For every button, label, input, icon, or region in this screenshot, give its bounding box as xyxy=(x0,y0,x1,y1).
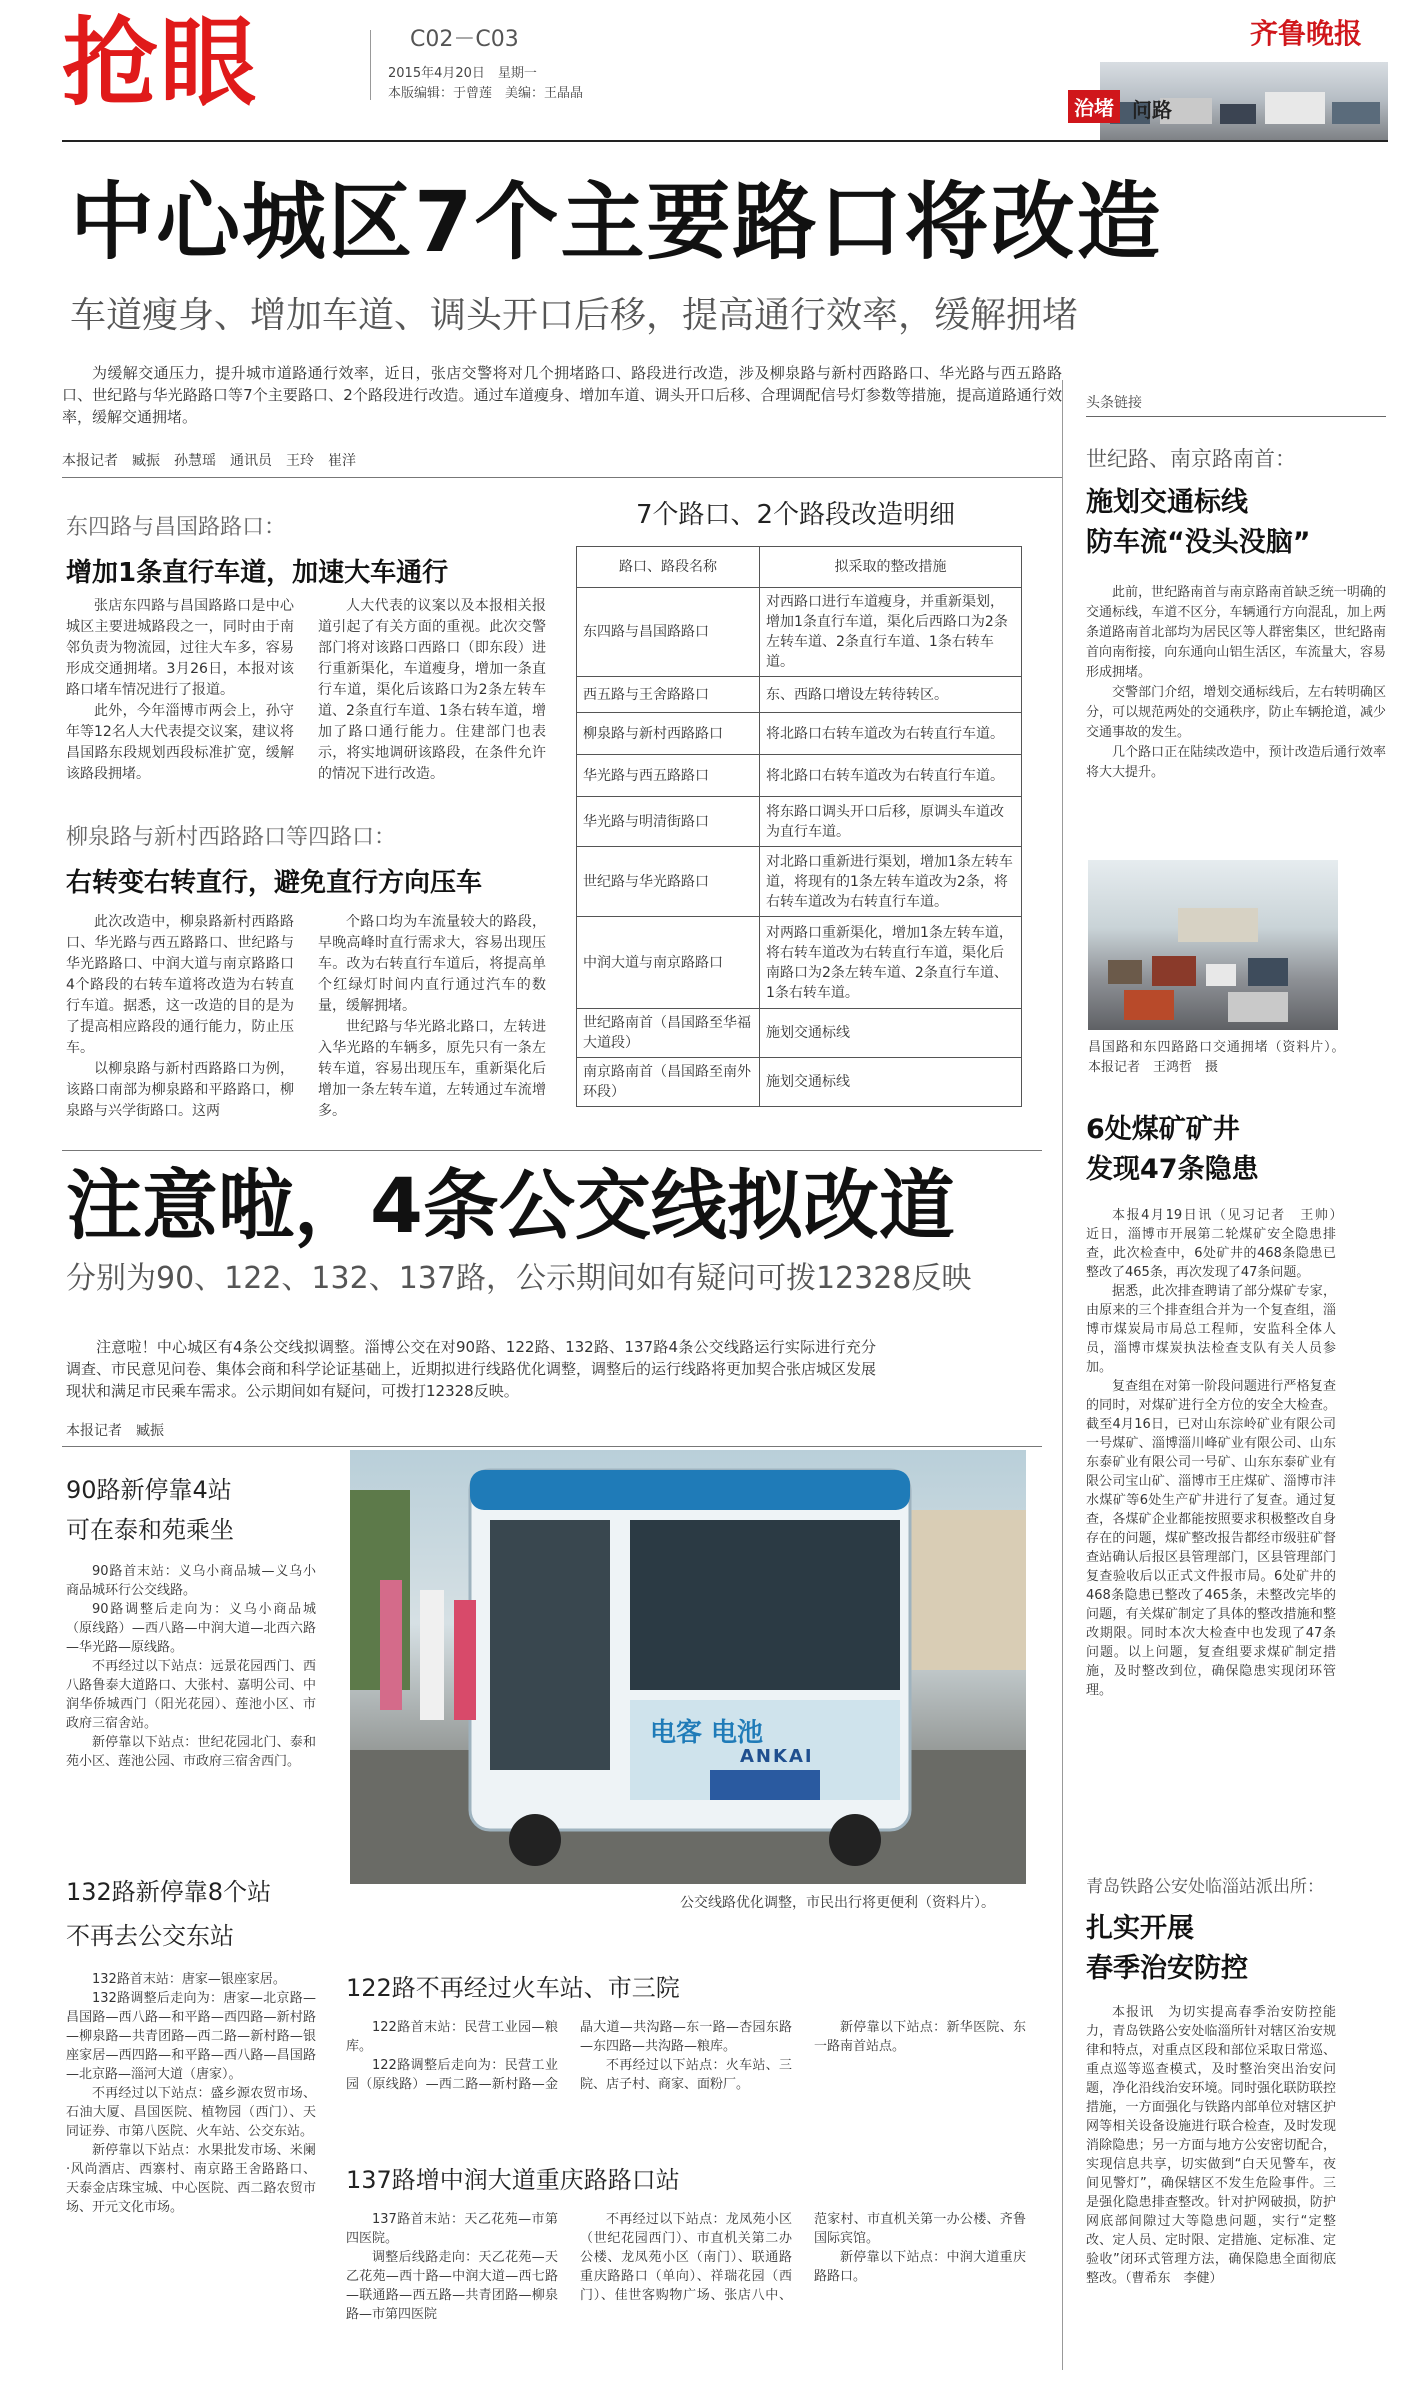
r90-p2: 90路调整后走向为：义乌小商品城（原线路）—西八路—中润大道—北西六路—华光路—原线路。 xyxy=(66,1602,316,1655)
bus-brand: ANKAI xyxy=(740,1746,814,1767)
r132-p2: 132路调整后走向为：唐家—北京路—昌国路—西八路—和平路—西四路—新村路—柳泉路—共青团路—西二路—新村路—银座家居—西四路—和平路—西八路—昌国路—北京路—淄河大道（唐家）。 xyxy=(66,1991,316,2082)
r122-p1: 122路首末站：民营工业园—粮库。 xyxy=(346,2020,558,2054)
rail-title-2: 春季治安防控 xyxy=(1086,1953,1248,1984)
column-tag: 治堵 xyxy=(1068,90,1120,123)
masthead-rule xyxy=(62,140,1388,142)
row-measure: 对两路口重新渠化，增加1条左转车道，将右转车道改为右转直行车道，渠化后南路口为2条左转车道、2条直行车道、1条右转车道。 xyxy=(760,917,1022,1009)
coal-title-2: 发现47条隐患 xyxy=(1086,1154,1259,1185)
route-90 xyxy=(66,1470,316,1771)
row-name: 西五路与王舍路路口 xyxy=(577,677,760,713)
r132-body xyxy=(66,1970,316,2217)
row-measure: 施划交通标线 xyxy=(760,1009,1022,1058)
section1-col1-p1: 张店东四路与昌国路路口是中心城区主要进城路段之一，同时由于南邻负责为物流园，过往大车多，容易形成交通拥堵。3月26日，本报对该路口堵车情况进行了报道。 xyxy=(66,598,294,698)
sidebar-p1: 此前，世纪路南首与南京路南首缺乏统一明确的交通标线，车道不区分，车辆通行方向混乱，加上两条道路南首北部均为居民区等人群密集区，世纪路南首向南衔接，向东通向山铝生活区，车流量大，容易形成拥堵。 xyxy=(1086,585,1386,680)
row-measure: 将北路口右转车道改为右转直行车道。 xyxy=(760,713,1022,755)
lead-headline: 中心城区7个主要路口将改造 xyxy=(70,173,1163,271)
r137-p2: 调整后线路走向：天乙花苑—天乙花苑—西十路—中润大道—西七路—联通路—西五路—共青团路—柳泉路—市第四医院 xyxy=(346,2250,558,2322)
row-name: 南京路南首（昌国路至南外环段） xyxy=(577,1058,760,1107)
bus-intro xyxy=(66,1336,876,1402)
r122-p2: 122路调整后走向为：民营工业园（原线路）—西二路—新村路—金晶大道—共沟路—东一路—杏园东路—东四路—共沟路—粮库。 xyxy=(346,2020,792,2092)
sidebar-title-2: 防车流“没头没脑” xyxy=(1086,527,1311,558)
r132-title-1: 132路新停靠8个站 xyxy=(66,1878,272,1906)
plan-col-name: 路口、路段名称 xyxy=(577,547,760,588)
section2-col1-p2: 以柳泉路与新村西路路口为例，该路口南部为柳泉路和平路路口，柳泉路与兴学街路口。这两 xyxy=(66,1061,294,1119)
r90-p4: 新停靠以下站点：世纪花园北门、泰和苑小区、莲池公园、市政府三宿舍西门。 xyxy=(66,1735,316,1769)
section2-kicker: 柳泉路与新村西路路口等四路口： xyxy=(66,825,397,850)
table-row xyxy=(577,847,1022,917)
issue-date: 2015年4月20日 星期一 xyxy=(388,66,537,81)
r90-p3: 不再经过以下站点：远景花园西门、西八路鲁泰大道路口、大张村、嘉明公司、中润华侨城西门（阳光花园）、莲池小区、市政府三宿舍站。 xyxy=(66,1659,316,1731)
sidebar xyxy=(1086,392,1386,783)
rail-story xyxy=(1086,1872,1336,2288)
bus-sign: 电客 电池 xyxy=(650,1718,764,1748)
row-measure: 将东路口调头开口后移，原调头车道改为直行车道。 xyxy=(760,797,1022,847)
lead-byline: 本报记者 臧振 孙慧瑶 通讯员 王玲 崔洋 xyxy=(62,453,356,469)
row-measure: 施划交通标线 xyxy=(760,1058,1022,1107)
r90-title-1: 90路新停靠4站 xyxy=(66,1476,232,1504)
sidebar-tag: 头条链接 xyxy=(1086,392,1386,417)
masthead xyxy=(0,0,1409,140)
section1-col1 xyxy=(66,596,294,785)
bus-illustration xyxy=(350,1450,1026,1884)
section2-col2-p2: 世纪路与华光路北路口，左转进入华光路的车辆多，原先只有一条左转车道，容易出现压车，重新渠化后增加一条左转车道，左转通过车流增多。 xyxy=(318,1019,546,1119)
row-name: 中润大道与南京路路口 xyxy=(577,917,760,1009)
table-row xyxy=(577,917,1022,1009)
jam-illustration xyxy=(1088,860,1338,1030)
r132-p3: 不再经过以下站点：盛乡源农贸市场、石油大厦、昌国医院、植物园（西门）、天同证券、市第八医院、火车站、公交东站。 xyxy=(66,2086,316,2139)
section2-col2 xyxy=(318,912,546,1122)
route-137-title: 137路增中润大道重庆路路口站 xyxy=(346,2166,680,2194)
rail-p1: 本报讯 为切实提高春季治安防控能力，青岛铁路公安处临淄所针对辖区治安规律和特点，对重点区段和部位采取日常巡、重点巡等巡查模式，及时整治突出治安问题，净化沿线治安环境。同时强化联防联控措施，一方面强化与铁路内部单位对辖区护网等相关设备设施进行联合检查，及时发现消除隐患；另一方面与地方公安密切配合，实现信息共享，切实做到“白天见警车，夜间见警灯”，确保辖区不发生危险事件。三是强化隐患排查整改。针对护网破损，防护网底部间隙过大等隐患问题，实行“定整改、定人员、定时限、定措施、定标准、定验收”闭环式管理方法，确保隐患全面彻底整改。（曹希东 李健） xyxy=(1086,2005,1336,2286)
bus-subhead: 分别为90、122、132、137路，公示期间如有疑问可拨12328反映 xyxy=(66,1261,972,1296)
rail-title-1: 扎实开展 xyxy=(1086,1913,1194,1944)
r122-p4: 新停靠以下站点：新华医院、东一路南首站点。 xyxy=(814,2020,1026,2054)
row-name: 华光路与明清街路口 xyxy=(577,797,760,847)
coal-story xyxy=(1086,1110,1350,1700)
plan-table-title: 7个路口、2个路段改造明细 xyxy=(636,500,956,530)
plan-table-wrap xyxy=(576,546,1022,1107)
section1-title: 增加1条直行车道，加速大车通行 xyxy=(66,558,449,588)
masthead-divider xyxy=(370,30,371,100)
sidebar-traffic-photo xyxy=(1088,860,1338,1030)
rail-kicker: 青岛铁路公安处临淄站派出所： xyxy=(1086,1877,1324,1897)
table-row xyxy=(577,797,1022,847)
section-logo: 抢眼 xyxy=(62,7,258,119)
coal-p2: 据悉，此次排查聘请了部分煤矿专家，由原来的三个排查组合并为一个复查组，淄博市煤炭局市局总工程师，安监科全体人员，淄博市煤炭执法检查支队有关人员参加。 xyxy=(1086,1284,1336,1375)
sidebar-photo-caption xyxy=(1088,1038,1352,1078)
section2-col2-p1: 个路口均为车流量较大的路段，早晚高峰时直行需求大，容易出现压车。改为右转直行车道后，将提高单个红绿灯时间内直行通过汽车的数量，缓解拥堵。 xyxy=(318,914,546,1014)
plan-table-header xyxy=(577,547,1022,588)
plan-table xyxy=(576,546,1022,1107)
sidebar-kicker: 世纪路、南京路南首： xyxy=(1086,447,1296,471)
r137-p1: 137路首末站：天乙花苑—市第四医院。 xyxy=(346,2212,558,2246)
bus-top-rule xyxy=(62,1150,1042,1151)
row-measure: 将北路口右转车道改为右转直行车道。 xyxy=(760,755,1022,797)
r132-p1: 132路首末站：唐家—银座家居。 xyxy=(92,1972,286,1987)
row-measure: 东、西路口增设左转待转区。 xyxy=(760,677,1022,713)
lead-subhead: 车道瘦身、增加车道、调头开口后移，提高通行效率，缓解拥堵 xyxy=(70,295,1079,336)
lead-intro xyxy=(62,362,1062,428)
r137-p4: 新停靠以下站点：中润大道重庆路路口。 xyxy=(814,2250,1026,2284)
r90-body xyxy=(66,1562,316,1771)
coal-p1: 本报4月19日讯（见习记者 王帅） 近日，淄博市开展第二轮煤矿安全隐患排查，此次检查中，6处矿井的468条隐患已整改了465条，再次发现了47条问题。 xyxy=(1086,1208,1350,1280)
table-row xyxy=(577,677,1022,713)
r132-p4: 新停靠以下站点：水果批发市场、米阑·风尚酒店、西寨村、南京路王舍路路口、天泰金店珠宝城、中心医院、西二路农贸市场、开元文化市场。 xyxy=(66,2143,316,2215)
rail-body xyxy=(1086,2003,1336,2288)
r122-p3: 不再经过以下站点：火车站、三院、店子村、商家、面粉厂。 xyxy=(580,2058,792,2092)
bus-intro-text: 注意啦！中心城区有4条公交线拟调整。淄博公交在对90路、122路、132路、137路4条公交线路运行实际进行充分调查、市民意见问卷、集体会商和科学论证基础上，近期拟进行线路优化调整，调整后的运行线路将更加契合张店城区发展现状和满足市民乘车需求。公示期间如有疑问，可拨打12328反映。 xyxy=(66,1338,877,1400)
section1-col2-p1: 人大代表的议案以及本报相关报道引起了有关方面的重视。此次交警部门将对该路口西路口（即东段）进行重新渠化，车道瘦身，增加一条直行车道，渠化后该路口为2条左转车道、2条直行车道、1条右转车道，增加了路口通行能力。住建部门也表示，将实地调研该路段，在条件允许的情况下进行改造。 xyxy=(318,598,546,782)
bus-byline-rule xyxy=(62,1446,1042,1447)
r90-p1: 90路首末站：义乌小商品城—义乌小商品城环行公交线路。 xyxy=(66,1564,316,1598)
row-name: 世纪路南首（昌国路至华福大道段） xyxy=(577,1009,760,1058)
r132-title-2: 不再去公交东站 xyxy=(66,1922,234,1950)
r90-title-2: 可在泰和苑乘坐 xyxy=(66,1516,234,1544)
editors: 本版编辑：于曾莲 美编：王晶晶 xyxy=(388,86,584,101)
row-name: 华光路与西五路路口 xyxy=(577,755,760,797)
row-measure: 对北路口重新进行渠划，增加1条左转车道，将现有的1条左转车道改为2条，将右转车道改为右转直行车道。 xyxy=(760,847,1022,917)
sidebar-divider xyxy=(1062,380,1063,2370)
sidebar-body xyxy=(1086,583,1386,783)
bus-headline: 注意啦，4条公交线拟改道 xyxy=(66,1161,955,1250)
section1-kicker: 东四路与昌国路路口： xyxy=(66,515,287,540)
column-name: 问路 xyxy=(1132,98,1172,122)
section2-title: 右转变右转直行，避免直行方向压车 xyxy=(66,868,483,898)
page-code: C02－C03 xyxy=(410,27,519,52)
bus-byline: 本报记者 臧振 xyxy=(66,1423,164,1439)
table-row xyxy=(577,713,1022,755)
coal-title-1: 6处煤矿矿井 xyxy=(1086,1114,1240,1145)
byline-rule xyxy=(62,477,1062,478)
section1-col2 xyxy=(318,596,546,785)
coal-body xyxy=(1086,1206,1350,1700)
coal-p3: 复查组在对第一阶段问题进行严格复查的同时，对煤矿进行全方位的安全大检查。截至4月16日，已对山东淙岭矿业有限公司一号煤矿、淄博淄川峰矿业有限公司、山东东泰矿业有限公司一号矿、山东东泰矿业有限公司宝山矿、淄博市王庄煤矿、淄博市沣水煤矿等6处生产矿井进行了复查。通过复查，各煤矿企业都能按照要求积极整改自身存在的问题，煤矿整改报告都经市级驻矿督查站确认后报区县管理部门，区县管理部门复查验收后以正式文件报市局。6处矿井的468条隐患已整改了465条，未整改完毕的问题，有关煤矿制定了具体的整改措施和整改期限。同时本次大检查中也发现了47条问题。以上问题，复查组要求煤矿制定措施，及时整改到位，确保隐患实现闭环管理。 xyxy=(1086,1379,1336,1698)
plan-col-measure: 拟采取的整改措施 xyxy=(760,547,1022,588)
route-137-body xyxy=(346,2210,1026,2324)
table-row xyxy=(577,755,1022,797)
table-row xyxy=(577,588,1022,677)
row-measure: 对西路口进行车道瘦身，并重新渠划，增加1条直行车道，渠化后西路口为2条左转车道、2条直行车道、1条右转车道。 xyxy=(760,588,1022,677)
sidebar-p3: 几个路口正在陆续改造中，预计改造后通行效率将大大提升。 xyxy=(1086,745,1386,780)
route-132 xyxy=(66,1870,316,2217)
bus-photo xyxy=(350,1450,1026,1884)
sidebar-title-1: 施划交通标线 xyxy=(1086,487,1248,518)
table-row xyxy=(577,1058,1022,1107)
sidebar-photo-caption-text: 昌国路和东四路路口交通拥堵（资料片）。 本报记者 王鸿哲 摄 xyxy=(1088,1040,1352,1075)
table-row xyxy=(577,1009,1022,1058)
route-122-body xyxy=(346,2018,1026,2094)
lead-intro-text: 为缓解交通压力，提升城市道路通行效率，近日，张店交警将对几个拥堵路口、路段进行改造，涉及柳泉路与新村西路路口、华光路与西五路路口、世纪路与华光路路口等7个主要路口、2个路段进行改造。通过车道瘦身、增加车道、调头开口后移、合理调配信号灯参数等措施，提高道路通行效率，缓解交通拥堵。 xyxy=(62,364,1062,426)
route-122-title: 122路不再经过火车站、市三院 xyxy=(346,1974,680,2002)
row-name: 东四路与昌国路路口 xyxy=(577,588,760,677)
section1-col1-p2: 此外，今年淄博市两会上，孙守年等12名人大代表提交议案，建议将昌国路东段规划西段标准扩宽，缓解该路段拥堵。 xyxy=(66,703,294,782)
r137-p3: 不再经过以下站点：龙凤苑小区（世纪花园西门）、市直机关第二办公楼、龙凤苑小区（南门）、联通路重庆路路口（单向）、祥瑞花园（西门）、佳世客购物广场、张店八中、范家村、市直机关第一办公楼、齐鲁国际宾馆。 xyxy=(580,2212,1026,2303)
sidebar-p2: 交警部门介绍，增划交通标线后，左右转明确区分，可以规范两处的交通秩序，防止车辆抢道，减少交通事故的发生。 xyxy=(1086,685,1386,740)
row-name: 世纪路与华光路路口 xyxy=(577,847,760,917)
section2-col1-p1: 此次改造中，柳泉路新村西路路口、华光路与西五路路口、世纪路与华光路路口、中润大道与南京路路口4个路段的右转车道将改造为右转直行车道。据悉，这一改造的目的是为了提高相应路段的通行能力，防止压车。 xyxy=(66,914,294,1056)
bus-photo-caption: 公交线路优化调整，市民出行将更便利（资料片）。 xyxy=(680,1895,995,1911)
section2-col1 xyxy=(66,912,294,1122)
paper-name: 齐鲁晚报 xyxy=(1250,17,1363,50)
row-name: 柳泉路与新村西路路口 xyxy=(577,713,760,755)
